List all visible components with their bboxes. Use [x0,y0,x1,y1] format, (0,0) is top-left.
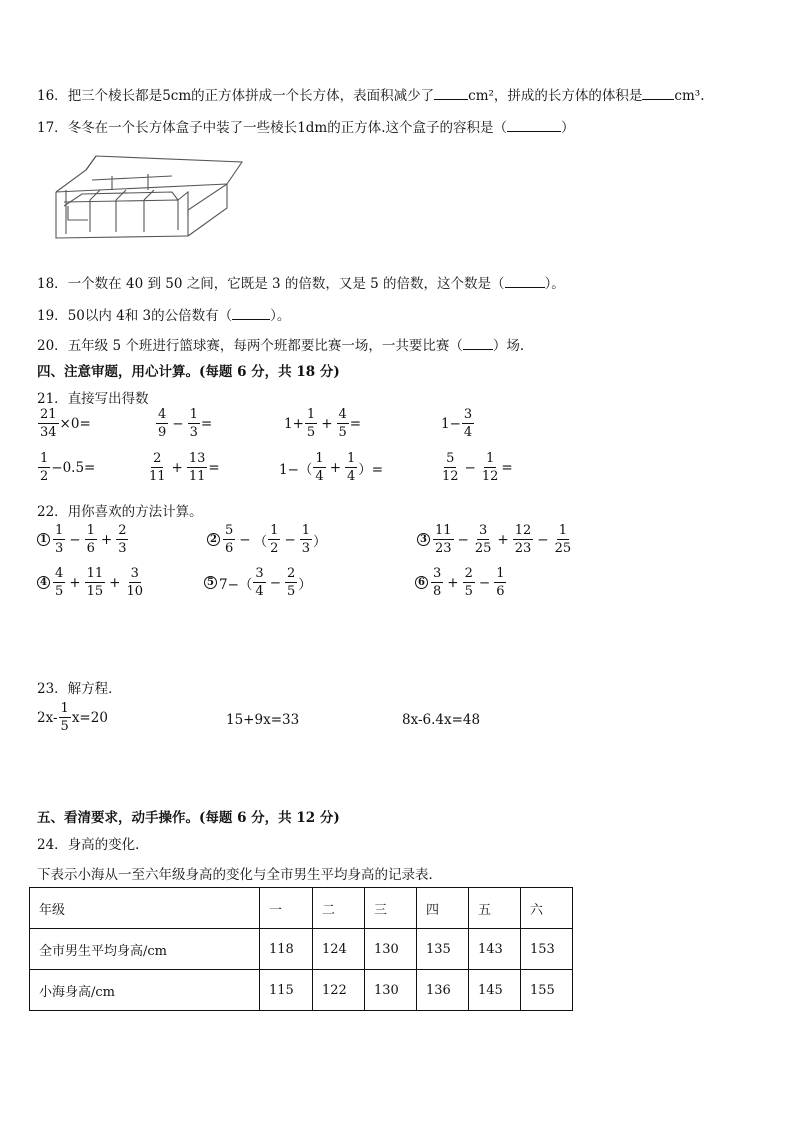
fraction [38,452,50,483]
numerator: 1 [60,701,69,716]
denominator: 4 [347,469,356,484]
question-19 [37,304,290,324]
numerator: 3 [433,566,442,581]
answer-blank[interactable] [642,99,674,100]
answer-blank[interactable] [434,99,468,100]
table-header-cell: 年级 [30,888,260,929]
denominator: 5 [55,584,64,599]
table-header-cell: 一 [260,888,313,929]
numerator: 1 [306,407,316,422]
q22-expr-6: 6 $\frac{3}{8}$ + $\frac{2}{5}$ − $\frac{1}{6}$ [415,567,507,598]
q17-close: ） [561,120,575,136]
denominator: 12 [481,469,499,484]
question-number: 23． [37,681,68,697]
numerator: 11 [435,523,452,538]
numerator: 21 [40,407,57,422]
q22-expr-4: 4 $\frac{4}{5}$ + $\frac{11}{15}$ + $\frac{3}{10}$ [37,567,146,598]
q17-text-1: 冬冬在一个长方体盒子中装了一些棱长 [67,120,298,136]
circled-number: 2 [207,533,220,546]
table-header-cell: 三 [365,888,417,929]
box-illustration [52,150,244,244]
fraction [285,567,297,598]
numerator: 13 [188,451,206,466]
fraction [337,408,349,439]
denominator: 3 [118,541,127,556]
section-heading: 四、注意审题，用心计算。(每题 6 分，共 18 分) [37,364,340,380]
question-number: 24． [37,837,68,853]
denominator: 9 [158,425,167,440]
table-cell: 145 [469,970,521,1011]
q21-expr-3: 1+ $\frac{1}{5}$ + $\frac{4}{5}$ = [284,407,362,440]
answer-blank[interactable] [505,287,545,288]
fraction [268,524,280,555]
fraction [433,524,454,555]
table-cell: 122 [313,970,365,1011]
numerator: 4 [55,566,64,581]
table-cell: 小海身高/cm [30,970,260,1011]
q21-expr-6: $\frac{2}{11}$ + $\frac{13}{11}$ = [149,451,220,484]
question-24 [37,833,149,853]
q18-text: 一个数在 40 到 50 之间，它既是 3 的倍数，又是 5 的倍数，这个数是（ [67,276,505,292]
table-cell: 124 [313,929,365,970]
fraction [345,452,357,483]
circled-number: 3 [417,533,430,546]
fraction [480,452,501,483]
fraction [553,524,574,555]
question-number: 20． [37,338,68,354]
denominator: 6 [496,584,505,599]
numerator: 4 [158,407,167,422]
denominator: 6 [225,541,234,556]
table-header-row [30,888,573,929]
expr-prefix: 1− [441,415,461,432]
numerator: 3 [130,566,139,581]
circled-number: 5 [204,576,217,589]
table-cell: 118 [260,929,313,970]
fraction [431,567,443,598]
answer-blank[interactable] [232,319,270,320]
fraction [253,567,265,598]
circled-number: 1 [37,533,50,546]
table-header-cell: 二 [313,888,365,929]
fraction [85,524,97,555]
question-number: 16． [37,88,68,104]
q21-expr-2: $\frac{4}{9}$ − $\frac{1}{3}$ = [158,407,213,440]
fraction [147,452,168,483]
fraction [85,567,106,598]
q21-expr-8: $\frac{5}{12}$ − $\frac{1}{12}$ = [442,451,513,484]
denominator: 5 [306,425,316,440]
q22-expr-2: 2 $\frac{5}{6}$ − （ $\frac{1}{2}$ − $\frac{1}{3}$ ） [207,524,326,555]
q16-value: 5cm [162,88,192,104]
denominator: 23 [514,541,532,556]
fraction [473,524,494,555]
numerator: 1 [558,523,567,538]
denominator: 5 [464,584,473,599]
circled-number: 4 [37,576,50,589]
fraction [223,524,235,555]
table-row [30,929,573,970]
numerator: 2 [153,451,162,466]
table-description: 下表示小海从一至六年级身高的变化与全市男生平均身高的记录表． [37,867,442,883]
question-20 [37,334,524,354]
q20-close: ）场. [492,338,525,354]
q17-value: 1dm [297,120,328,136]
expr-prefix: 1−（ [279,461,313,478]
table-header-cell: 五 [469,888,521,929]
fraction [38,408,59,439]
q16-text-1: 把三个棱长都是 [67,88,163,104]
fraction [188,408,200,439]
denominator: 6 [86,541,95,556]
numerator: 1 [86,523,95,538]
fraction [513,524,534,555]
equation-prefix: 2x- [37,709,58,726]
denominator: 23 [435,541,452,556]
q23-equation-1 [37,702,108,733]
fraction [124,567,145,598]
q21-expr-1 [37,408,91,439]
q23-equation-2: 15+9x=33 [226,712,300,728]
denominator: 12 [442,469,459,484]
q16-unit-1: cm² [468,88,494,104]
circled-number: 6 [415,576,428,589]
expr-prefix: 1+ [284,415,304,432]
fraction [305,408,317,439]
table-cell: 143 [469,929,521,970]
q23-text: 解方程． [67,681,122,697]
fraction [53,524,65,555]
q16-text-3: ，拼成的长方体的体积是 [493,88,643,104]
denominator: 25 [554,541,572,556]
numerator: 3 [463,407,473,422]
expr-rest: ×0= [59,415,91,432]
fraction [116,524,128,555]
table-cell: 130 [365,929,417,970]
fraction [463,567,475,598]
denominator: 3 [301,541,310,556]
question-16 [37,84,705,104]
denominator: 11 [188,469,206,484]
numerator: 1 [40,451,49,466]
table-cell: 155 [521,970,573,1011]
fraction [187,452,208,483]
expr-prefix: 7−（ [219,576,253,593]
denominator: 34 [40,425,57,440]
answer-blank[interactable] [463,349,493,350]
question-number: 17． [37,120,68,136]
fraction [59,702,71,733]
question-17 [37,116,575,136]
q21-text: 直接写出得数 [67,391,149,407]
denominator: 5 [60,719,69,734]
numerator: 1 [270,523,279,538]
q19-close: ）。 [270,308,291,324]
q24-text: 身高的变化． [67,837,149,853]
table-header-cell: 六 [521,888,573,929]
q23-equation-3: 8x-6.4x=48 [402,712,481,728]
table-header-cell: 四 [417,888,469,929]
fraction [313,452,325,483]
question-18 [37,272,565,292]
numerator: 2 [118,523,127,538]
q17-text-2: 的正方体.这个盒子的容积是（ [327,120,508,136]
denominator: 2 [270,541,279,556]
q21-expr-5 [37,452,95,483]
q22-text: 用你喜欢的方法计算。 [67,504,203,520]
height-record-table [29,887,573,1011]
numerator: 3 [255,566,264,581]
denominator: 3 [189,425,198,440]
q20-text: 五年级 5 个班进行篮球赛，每两个班都要比赛一场，一共要比赛（ [67,338,463,354]
numerator: 4 [338,407,347,422]
question-23 [37,677,122,697]
table-cell: 153 [521,929,573,970]
numerator: 11 [86,566,104,581]
q18-close: ）。 [544,276,565,292]
fraction [156,408,168,439]
fraction [53,567,65,598]
denominator: 5 [338,425,347,440]
q22-expr-3: 3 $\frac{11}{23}$ − $\frac{3}{25}$ + $\frac{12}{23}$ − $\frac{1}{25}$ [417,524,574,555]
q21-expr-7: 1−（ $\frac{1}{4}$ + $\frac{1}{4}$ ）= [279,451,384,484]
answer-blank[interactable] [507,131,561,132]
table-cell: 136 [417,970,469,1011]
q22-expr-5: 5 7−（ $\frac{3}{4}$ − $\frac{2}{5}$ ） [204,567,312,598]
numerator: 12 [514,523,532,538]
denominator: 8 [433,584,442,599]
question-number: 21． [37,391,68,407]
numerator: 5 [225,523,234,538]
numerator: 1 [315,451,324,466]
numerator: 5 [446,451,455,466]
table-cell: 全市男生平均身高/cm [30,929,260,970]
denominator: 4 [463,425,473,440]
question-number: 18． [37,276,68,292]
table-cell: 135 [417,929,469,970]
numerator: 1 [485,451,495,466]
q16-text-2: 的正方体拼成一个长方体，表面积减少了 [191,88,435,104]
question-21 [37,387,149,407]
denominator: 4 [315,469,324,484]
denominator: 11 [149,469,166,484]
numerator: 1 [55,523,64,538]
question-number: 19． [37,308,68,324]
numerator: 1 [496,566,505,581]
fraction [462,408,474,439]
numerator: 3 [478,523,488,538]
section-heading: 五、看清要求，动手操作。(每题 6 分，共 12 分) [37,810,340,826]
fraction [494,567,506,598]
question-22 [37,500,203,520]
q22-expr-1: 1 $\frac{1}{3}$ − $\frac{1}{6}$ + $\frac{2}{3}$ [37,524,129,555]
table-cell: 130 [365,970,417,1011]
q19-text: 50以内 4和 3的公倍数有（ [67,308,233,324]
numerator: 1 [301,523,310,538]
numerator: 1 [189,407,198,422]
denominator: 25 [474,541,492,556]
denominator: 5 [287,584,296,599]
fraction [300,524,312,555]
table-row [30,970,573,1011]
expr-suffix: ） [298,576,312,593]
question-number: 22． [37,504,68,520]
q16-unit-2: cm³. [674,88,705,104]
numerator: 1 [347,451,356,466]
table-cell: 115 [260,970,313,1011]
denominator: 2 [40,469,49,484]
fraction [440,452,461,483]
expr-rest: −0.5= [51,459,96,476]
denominator: 15 [86,584,104,599]
numerator: 2 [464,566,473,581]
denominator: 4 [255,584,264,599]
expr-suffix: ）= [358,461,384,478]
numerator: 2 [287,566,296,581]
denominator: 3 [55,541,64,556]
denominator: 10 [126,584,143,599]
q21-expr-4 [441,408,475,439]
equation-suffix: x=20 [71,709,108,726]
